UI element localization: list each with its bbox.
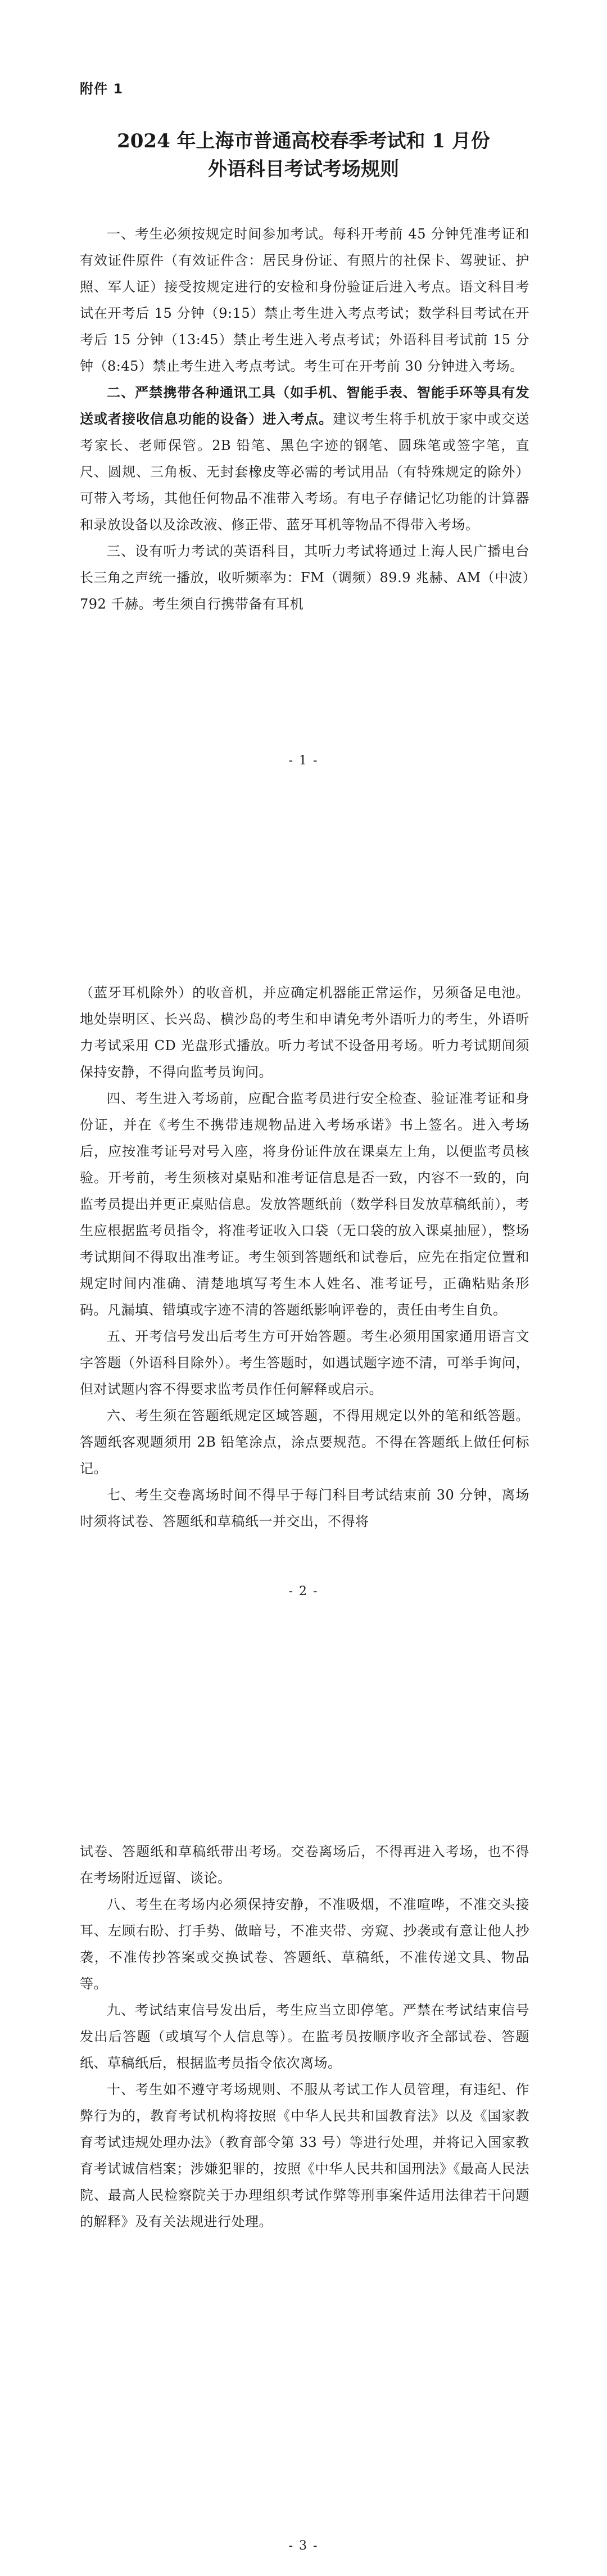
document-page-2 <box>0 859 607 1718</box>
rule-paragraph-4: 四、考生进入考场前，应配合监考员进行安全检查、验证准考证和身份证，并在《考生不携带违规物品进入考场承诺》书上签名。进入考场后，应按准考证号对号入座，将身份证件放在课桌左上角，以便监考员核验。开考前，考生须核对桌贴和准考证信息是否一致，内容不一致的，向监考员提出并更正桌贴信息。发放答题纸前（数学科目发放草稿纸前），考生应根据监考员指令，将准考证收入口袋（无口袋的放入课桌抽屉），整场考试期间不得取出准考证。考生领到答题纸和试卷后，应先在指定位置和规定时间内准确、清楚地填写考生本人姓名、准考证号，正确粘贴条形码。凡漏填、错填或字迹不清的答题纸影响评卷的，责任由考生自负。 <box>80 1091 529 1318</box>
document-page-3 <box>0 1718 607 2576</box>
attachment-label: 附件 1 <box>80 81 124 97</box>
page-3-body <box>80 1839 529 2235</box>
rule-paragraph-10: 十、考生如不遵守考场规则、不服从考试工作人员管理，有违纪、作弊行为的，教育考试机构将按照《中华人民共和国教育法》以及《国家教育考试违规处理办法》（教育部令第 33 号）等进行处理，并将记入国家教育考试诚信档案；涉嫌犯罪的，按照《中华人民共和国刑法》《最高人民法院、最高人民检察院关于办理组织考试作弊等刑事案件适用法律若干问题的解释》及有关法规进行处理。 <box>80 2082 529 2230</box>
rule-paragraph-2 <box>80 380 529 538</box>
rule-paragraph-6: 六、考生须在答题纸规定区域答题，不得用规定以外的笔和纸答题。答题纸客观题须用 2B 铅笔涂点，涂点要规范。不得在答题纸上做任何标记。 <box>80 1408 529 1476</box>
document-page-1 <box>0 0 607 859</box>
rule-paragraph-7-start: 七、考生交卷离场时间不得早于每门科目考试结束前 30 分钟，离场时须将试卷、答题纸和草稿纸一并交出，不得将 <box>80 1487 529 1529</box>
page-number: - 1 - <box>288 754 319 768</box>
rule-paragraph-7-continued: 试卷、答题纸和草稿纸带出考场。交卷离场后，不得再进入考场，也不得在考场附近逗留、谈论。 <box>80 1844 529 1886</box>
rule-paragraph-3-continued: （蓝牙耳机除外）的收音机，并应确定机器能正常运作，另须备足电池。地处崇明区、长兴岛、横沙岛的考生和申请免考外语听力的考生，外语听力考试采用 CD 光盘形式播放。听力考试不设备用考场。听力考试期间须保持安静，不得向监考员询问。 <box>80 985 529 1080</box>
rule-paragraph-3-start: 三、设有听力考试的英语科目，其听力考试将通过上海人民广播电台长三角之声统一播放，收听频率为：FM（调频）89.9 兆赫、AM（中波）792 千赫。考生须自行携带备有耳机 <box>80 543 529 612</box>
rule-paragraph-5: 五、开考信号发出后考生方可开始答题。考生必须用国家通用语言文字答题（外语科目除外）。考生答题时，如遇试题字迹不清，可举手询问，但对试题内容不得要求监考员作任何解释或启示。 <box>80 1328 529 1397</box>
rule-paragraph-9: 九、考试结束信号发出后，考生应当立即停笔。严禁在考试结束信号发出后答题（或填写个人信息等）。在监考员按顺序收齐全部试卷、答题纸、草稿纸后，根据监考员指令依次离场。 <box>80 2002 529 2071</box>
rule-2-emphasis: 二、严禁携带各种通讯工具（如手机、智能手表、智能手环等具有发送或者接收信息功能的设备）进入考点。 <box>80 385 529 427</box>
rule-2-text: 建议考生将手机放于家中或交送考家长、老师保管。2B 铅笔、黑色字迹的钢笔、圆珠笔或签字笔，直尺、圆规、三角板、无封套橡皮等必需的考试用品（有特殊规定的除外）可带入考场，其他任何物品不准带入考场。有电子存储记忆功能的计算器和录放设备以及涂改液、修正带、蓝牙耳机等物品不得带入考场。 <box>80 411 530 533</box>
rule-paragraph-1: 一、考生必须按规定时间参加考试。每科开考前 45 分钟凭准考证和有效证件原件（有效证件含：居民身份证、有照片的社保卡、驾驶证、护照、军人证）接受按规定进行的安检和身份验证后进入考点。语文科目考试在开考后 15 分钟（9:15）禁止考生进入考点考试；数学科目考试在开考后 15 分钟（13:45）禁止考生进入考点考试；外语科目考试前 15 分钟（8:45）禁止考生进入考点考试。考生可在开考前 30 分钟进入考场。 <box>80 226 529 374</box>
page-2-body <box>80 980 529 1535</box>
page-1-body <box>80 221 529 618</box>
page-number: - 3 - <box>288 2539 319 2553</box>
document-title-line-1: 2024 年上海市普通高校春季考试和 1 月份 <box>117 130 490 152</box>
rule-paragraph-8: 八、考生在考场内必须保持安静，不准吸烟，不准喧哗，不准交头接耳、左顾右盼、打手势、做暗号，不准夹带、旁窥、抄袭或有意让他人抄袭，不准传抄答案或交换试卷、答题纸、草稿纸，不准传递文具、物品等。 <box>80 1897 529 1992</box>
document-title-line-2: 外语科目考试考场规则 <box>208 158 399 181</box>
page-number: - 2 - <box>288 1584 319 1598</box>
